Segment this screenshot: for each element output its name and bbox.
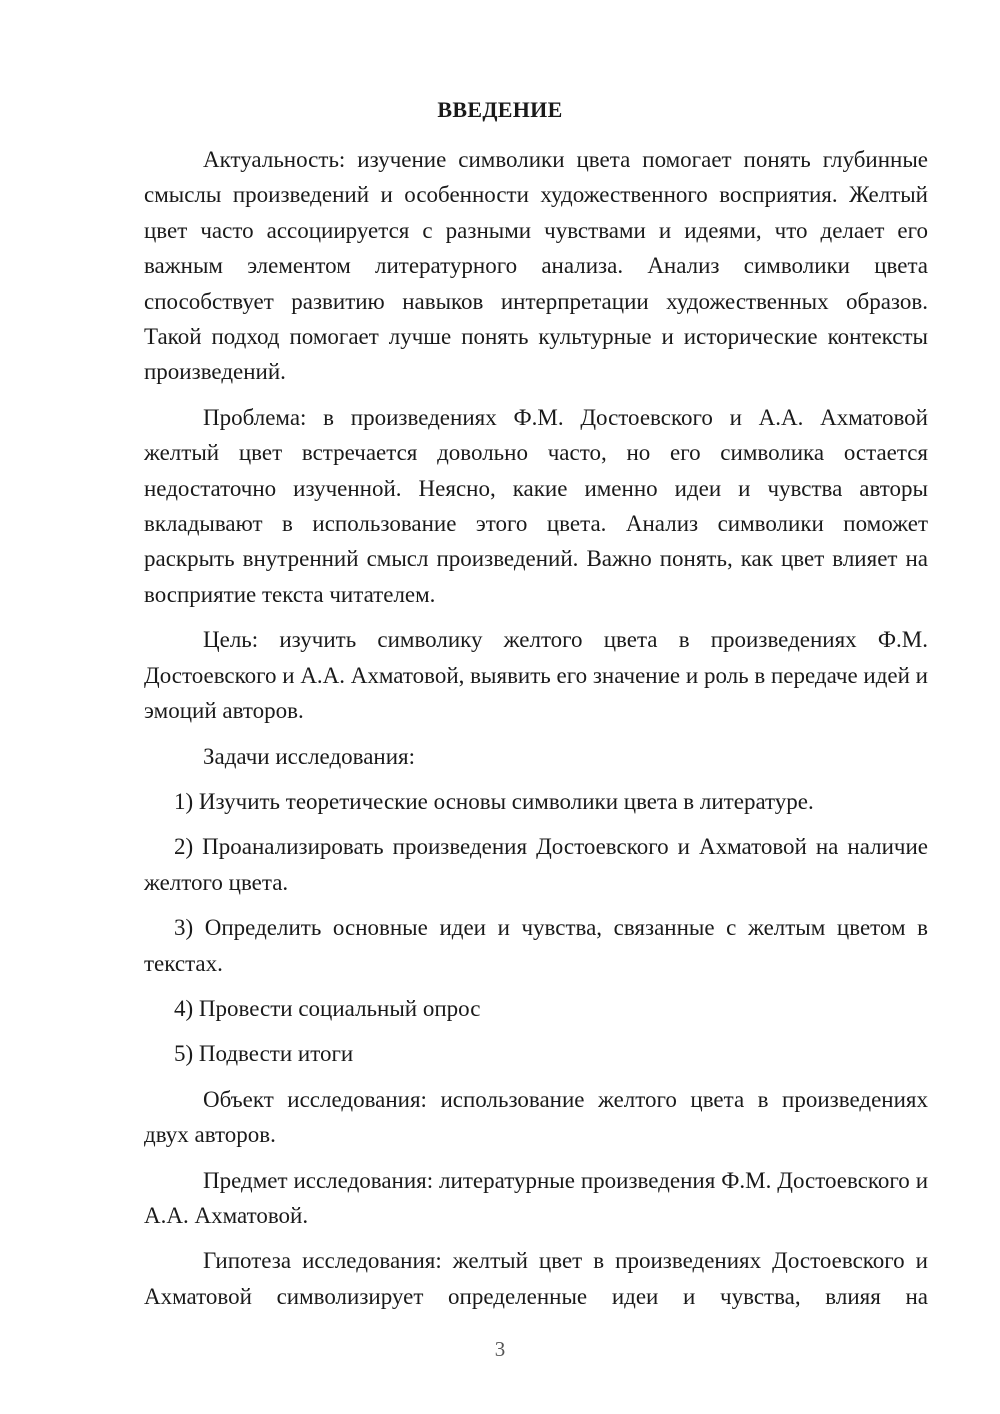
page-title: ВВЕДЕНИЕ <box>437 97 563 122</box>
task-item-3: 3) Определить основные идеи и чувства, связанные с желтым цветом в текстах. <box>144 915 928 976</box>
hypothesis-paragraph: Гипотеза исследования: желтый цвет в произведениях Достоевского и Ахматовой символизирует определенные идеи и чувства, влияя на <box>144 1248 928 1309</box>
object-paragraph: Объект исследования: использование желтого цвета в произведениях двух авторов. <box>144 1086 928 1148</box>
tasks-heading: Задачи исследования: <box>203 743 416 769</box>
relevance-paragraph: Актуальность: изучение символики цвета помогает понять глубинные смыслы произведений и особенности художественного восприятия. Желтый цвет часто ассоциируется с разными чувствами и идеями, что делает его важным элементом литературного анализа. Анализ символики цвета способствует развитию навыков интерпретации художественных образов. Такой подход помогает лучше понять культурные и исторические контексты произведений. <box>144 147 928 385</box>
problem-paragraph: Проблема: в произведениях Ф.М. Достоевского и А.А. Ахматовой желтый цвет встречается довольно часто, но его символика остается недостаточно изученной. Неясно, какие именно идеи и чувства авторы вкладывают в использование этого цвета. Анализ символики поможет раскрыть внутренний смысл произведений. Важно понять, как цвет влияет на восприятие текста читателем. <box>144 404 928 607</box>
goal-paragraph: Цель: изучить символику желтого цвета в произведениях Ф.М. Достоевского и А.А. Ахматовой, выявить его значение и роль в передаче идей и эмоций авторов. <box>144 627 928 724</box>
page-number: 3 <box>494 1337 506 1361</box>
task-item-1: 1) Изучить теоретические основы символики цвета в литературе. <box>174 788 814 814</box>
task-item-5: 5) Подвести итоги <box>174 1041 354 1067</box>
document-body <box>144 142 928 1324</box>
task-item-4: 4) Провести социальный опрос <box>174 995 481 1021</box>
task-item-2: 2) Проанализировать произведения Достоевского и Ахматовой на наличие желтого цвета. <box>144 834 928 895</box>
subject-paragraph: Предмет исследования: литературные произведения Ф.М. Достоевского и А.А. Ахматовой. <box>144 1167 928 1228</box>
